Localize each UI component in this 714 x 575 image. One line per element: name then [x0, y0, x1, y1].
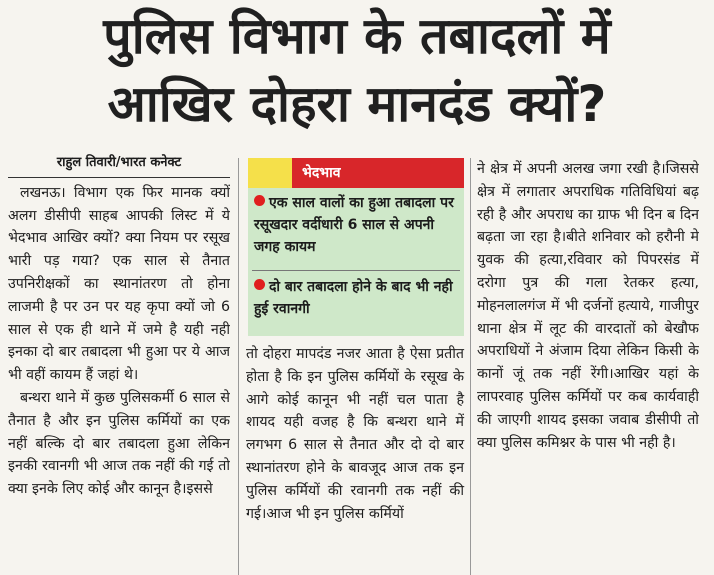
article-column-1	[8, 152, 230, 575]
highlight-box	[248, 158, 464, 336]
red-dot-icon	[254, 195, 265, 206]
paragraph-3: तो दोहरा मापदंड नजर आता है ऐसा प्रतीत होता है कि इन पुलिस कर्मियों के रसूख के आगे कोई कानून भी नहीं चल पाता है शायद यही वजह है कि बन्थरा थाने में लगभग 6 साल से तैनात और दो दो बार स्थानांतरण होने के बावजूद आज तक इन पुलिस कर्मियों की रवानगी तक नहीं की गई।आज भी इन पुलिस कर्मियों	[246, 346, 464, 522]
highlight-bullet-2	[254, 276, 460, 320]
bullet-text: एक साल वालों का हुआ तबादला पर रसूखदार वर्दीधारी 6 साल से अपनी जगह कायम	[254, 195, 454, 255]
paragraph-2: बन्थरा थाने में कुछ पुलिसकर्मी 6 साल से तैनात है और इन पुलिस कर्मियों का एक नहीं बल्कि दो बार तबादला हुआ लेकिन इनकी रवानगी भी आज तक नहीं की गई तो क्या इनके लिए कोई और कानून है।इससे	[8, 389, 230, 498]
byline: राहुल तिवारी/भारत कनेक्ट	[8, 152, 230, 178]
column-divider	[470, 158, 471, 575]
red-dot-icon	[254, 279, 265, 290]
article-column-3	[477, 158, 699, 575]
highlight-header	[248, 158, 464, 188]
paragraph-4: ने क्षेत्र में अपनी अलख जगा रखी है।जिससे क्षेत्र में लगातार अपराधिक गतिविधियां बढ़ रही है और अपराध का ग्राफ भी दिन ब दिन बढ़ता जा रहा है।बीते शनिवार को हरौनी मे युवक की हत्या,रविवार को पिपरसंड में दरोगा पुत्र की गला रेतकर हत्या, मोहनलालगंज में भी दर्जनों हत्याये, गाजीपुर थाना क्षेत्र में लूट की वारदातों को बेखौफ अपराधियों ने अंजाम दिया लेकिन किसी के कानों जूं तक नहीं रेंगी।आखिर यहां के लापरवाह पुलिस कर्मियों पर कब कार्यवाही की जाएगी शायद इसका जवाब डीसीपी तो क्या पुलिस कमिश्नर के पास भी नही है।	[477, 161, 699, 451]
highlight-label: भेदभाव	[292, 158, 464, 188]
highlight-bullet-1	[254, 192, 460, 258]
bullet-text: दो बार तबादला होने के बाद भी नही हुई रवानगी	[254, 279, 453, 317]
headline-line-2: आखिर दोहरा मानदंड क्यों?	[107, 75, 607, 133]
yellow-accent	[248, 158, 292, 188]
headline-line-1: पुलिस विभाग के तबादलों में	[103, 7, 611, 65]
divider	[252, 270, 460, 271]
paragraph-1: लखनऊ। विभाग एक फिर मानक क्यों अलग डीसीपी साहब आपकी लिस्ट में ये भेदभाव आखिर क्यों? क्या नियम पर रसूख भारी पड़ गया? एक साल से तैनात उपनिरीक्षकों का स्थानांतरण तो होना लाजमी है पर उन पर यह कृपा क्यों जो 6 साल से एक ही थाने में जमे है यही नही इनका दो बार तबादला भी हुआ पर ये आज भी वहीं कायम हैं जहां थे।	[8, 184, 230, 384]
column-divider	[238, 158, 239, 575]
article-column-2	[246, 343, 464, 525]
